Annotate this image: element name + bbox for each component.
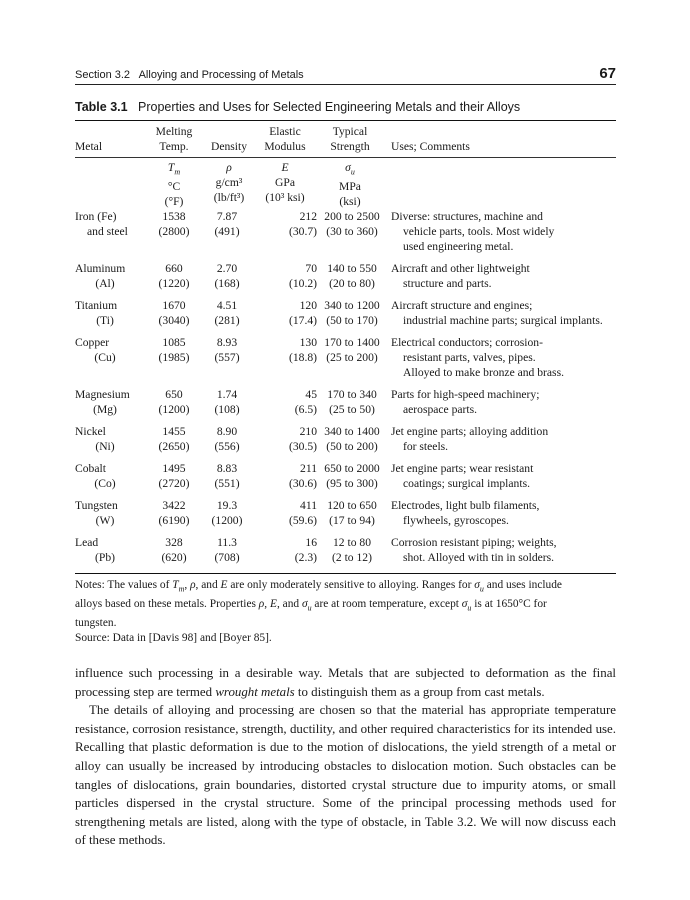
cell-density-line: 11.3: [217, 536, 237, 549]
cell-strength-line: (17 to 94): [329, 514, 375, 527]
notes-line-3: tungsten.: [75, 616, 117, 629]
cell-melting-temp-line: 1455: [162, 425, 186, 438]
metal-symbol: (Ti): [96, 314, 114, 327]
cell-elastic-modulus-line: 130: [299, 336, 317, 349]
unit-gpa: GPa: [275, 176, 295, 189]
paragraph-1: influence such processing in a desirable way. Metals that are subjected to deformation as the final processing step are termed wrought metals to distinguish them as a group from cast metals.: [75, 666, 616, 699]
cell-melting-temp-line: 1085: [162, 336, 186, 349]
cell-strength-line: (50 to 200): [326, 440, 378, 453]
unit-mpa: MPa: [339, 180, 361, 194]
cell-elastic-modulus: [265, 298, 317, 328]
cell-density-line: (491): [214, 225, 240, 238]
cell-elastic-modulus-line: 45: [305, 388, 317, 401]
cell-elastic-modulus-line: 212: [299, 210, 317, 223]
running-head: [75, 66, 616, 84]
cell-metal: [75, 387, 147, 417]
cell-uses: [391, 535, 626, 565]
metal-name: Aluminum: [75, 262, 126, 275]
table-notes: [75, 578, 616, 647]
cell-strength-line: 140 to 550: [327, 262, 377, 275]
cell-density-line: (551): [214, 477, 240, 490]
cell-uses-line: industrial machine parts; surgical implants.: [403, 314, 603, 327]
notes-source: Source: Data in [Davis 98] and [Boyer 85].: [75, 632, 272, 645]
cell-uses-line: structure and parts.: [403, 277, 492, 290]
units-strength: [315, 160, 385, 209]
table-bottom-rule: [75, 573, 616, 574]
cell-density-line: (168): [214, 277, 240, 290]
cell-uses-line: for steels.: [403, 440, 449, 453]
cell-metal: [75, 461, 147, 491]
cell-strength-line: 170 to 1400: [324, 336, 380, 349]
metal-name: Copper: [75, 336, 110, 349]
cell-density: [199, 498, 255, 528]
cell-density-line: 8.90: [216, 425, 238, 438]
cell-melting-temp-line: (2800): [158, 225, 190, 238]
metal-symbol: (Mg): [93, 403, 117, 416]
cell-strength-line: 340 to 1400: [324, 425, 380, 438]
cell-elastic-modulus-line: (30.7): [288, 225, 317, 238]
cell-strength-line: (30 to 360): [326, 225, 378, 238]
metal-symbol: (W): [95, 514, 115, 527]
cell-elastic-modulus-line: (10.2): [288, 277, 317, 290]
cell-uses-line: Alloyed to make bronze and brass.: [403, 366, 564, 379]
cell-density-line: (108): [214, 403, 240, 416]
cell-uses-line: Aircraft structure and engines;: [391, 299, 533, 312]
header-strength: [315, 124, 385, 154]
cell-uses-line: Electrodes, light bulb filaments,: [391, 499, 540, 512]
cell-strength: [315, 261, 389, 291]
cell-density-line: (1200): [211, 514, 243, 527]
cell-strength-line: (25 to 50): [329, 403, 375, 416]
cell-strength-line: 200 to 2500: [324, 210, 380, 223]
table-top-rule: [75, 120, 616, 121]
cell-uses-line: Diverse: structures, machine and: [391, 210, 543, 223]
metal-name: Tungsten: [75, 499, 118, 512]
metal-name: Iron (Fe): [75, 210, 117, 223]
cell-melting-temp-line: (3040): [158, 314, 190, 327]
cell-strength: [315, 424, 389, 454]
cell-uses: [391, 424, 626, 454]
cell-elastic-modulus: [265, 387, 317, 417]
cell-elastic-modulus: [265, 461, 317, 491]
cell-strength: [315, 387, 389, 417]
cell-density-line: (281): [214, 314, 240, 327]
cell-elastic-modulus-line: (18.8): [288, 351, 317, 364]
cell-elastic-modulus: [265, 535, 317, 565]
metal-name: Cobalt: [75, 462, 106, 475]
body-text: [75, 664, 616, 850]
cell-melting-temp-line: (1220): [158, 277, 190, 290]
header-metal: Metal: [75, 140, 103, 153]
cell-density-line: 8.83: [216, 462, 238, 475]
cell-density-line: 7.87: [216, 210, 238, 223]
cell-elastic-modulus: [265, 424, 317, 454]
cell-strength-line: 12 to 80: [332, 536, 371, 549]
cell-strength: [315, 461, 389, 491]
cell-uses-line: Aircraft and other lightweight: [391, 262, 530, 275]
unit-lbft3: (lb/ft³): [213, 191, 245, 204]
cell-uses: [391, 209, 626, 254]
cell-melting-temp-line: 660: [165, 262, 183, 275]
cell-elastic-modulus-line: (2.3): [294, 551, 317, 564]
header-strength-line2: Strength: [330, 140, 370, 153]
notes-line-1: Notes: The values of $T_m$, ρ, and E are only moderately sensitive to alloying. Ranges for $\sigma_u$ and uses include: [75, 579, 562, 594]
unit-gcm3: g/cm³: [215, 176, 243, 189]
cell-strength: [315, 298, 389, 328]
section-title: Section 3.2 Alloying and Processing of Metals: [75, 69, 304, 81]
symbol-e: E: [281, 161, 289, 174]
cell-density: [199, 298, 255, 328]
cell-elastic-modulus: [265, 209, 317, 239]
cell-elastic-modulus-line: (30.5): [288, 440, 317, 453]
header-strength-line1: Typical: [332, 125, 368, 138]
cell-density-line: 8.93: [216, 336, 238, 349]
cell-strength: [315, 209, 389, 239]
metal-name: Titanium: [75, 299, 118, 312]
unit-celsius: °C: [167, 180, 181, 194]
cell-strength-line: (2 to 12): [332, 551, 372, 564]
header-uses: Uses; Comments: [391, 140, 470, 153]
cell-metal: [75, 335, 147, 365]
cell-uses-line: Electrical conductors; corrosion-: [391, 336, 543, 349]
header-rule-below: [75, 157, 616, 158]
header-rule: [75, 84, 616, 85]
notes-line-2: alloys based on these metals. Properties ρ, E, and $\sigma_u$ are at room temperature, except $\sigma_u$ is at 1650°C for: [75, 597, 547, 613]
symbol-sigma-u: $\sigma_u$: [345, 161, 355, 177]
table-label: Table 3.1: [75, 100, 128, 114]
cell-uses-line: resistant parts, valves, pipes.: [403, 351, 536, 364]
cell-uses: [391, 461, 626, 491]
cell-uses-line: Jet engine parts; alloying addition: [391, 425, 549, 438]
unit-fahrenheit: (°F): [164, 195, 184, 209]
cell-strength: [315, 335, 389, 365]
cell-elastic-modulus-line: 411: [300, 499, 317, 512]
cell-metal: [75, 261, 147, 291]
cell-melting-temp-line: 1670: [162, 299, 186, 312]
cell-uses: [391, 498, 626, 528]
cell-metal: [75, 424, 147, 454]
cell-density: [199, 209, 255, 239]
header-emod-line1: Elastic: [269, 125, 301, 138]
cell-strength-line: (50 to 170): [326, 314, 378, 327]
cell-uses-line: flywheels, gyroscopes.: [403, 514, 509, 527]
cell-density: [199, 335, 255, 365]
cell-uses-line: coatings; surgical implants.: [403, 477, 530, 490]
cell-metal: [75, 498, 147, 528]
cell-density: [199, 387, 255, 417]
cell-density-line: (708): [214, 551, 240, 564]
cell-strength-line: 170 to 340: [327, 388, 377, 401]
cell-density-line: (557): [214, 351, 240, 364]
metal-symbol: (Ni): [95, 440, 115, 453]
cell-uses-line: aerospace parts.: [403, 403, 478, 416]
unit-ksi-thousand: (10³ ksi): [265, 191, 305, 204]
cell-density-line: 2.70: [216, 262, 238, 275]
cell-elastic-modulus-line: (17.4): [288, 314, 317, 327]
cell-strength-line: 340 to 1200: [324, 299, 380, 312]
metal-symbol: (Pb): [95, 551, 115, 564]
paragraph-2: The details of alloying and processing are chosen so that the material has appropriate temperature resistance, corrosion resistance, strength, ductility, and other required characteristics for its intended use. Recalling that plastic deformation is due to the motion of dislocations, the yield strength of a metal or alloy can usually be increased by introducing obstacles to dislocation motion. Such obstacles can be tangles of dislocations, grain boundaries, distorted crystal structure due to impurity atoms, or small particles dispersed in the crystal structure. Some of the principal processing methods used for strengthening metals are listed, along with the type of obstacle, in Table 3.2. We will now discuss each of these methods.: [75, 703, 616, 848]
cell-elastic-modulus-line: 120: [299, 299, 317, 312]
cell-elastic-modulus-line: (30.6): [288, 477, 317, 490]
cell-elastic-modulus: [265, 498, 317, 528]
cell-uses: [391, 298, 626, 328]
cell-strength-line: 650 to 2000: [324, 462, 380, 475]
cell-uses-line: Jet engine parts; wear resistant: [391, 462, 534, 475]
metal-symbol: and steel: [87, 225, 128, 238]
cell-metal: [75, 535, 147, 565]
metal-symbol: (Al): [95, 277, 115, 290]
cell-melting-temp-line: 1495: [162, 462, 186, 475]
cell-metal: [75, 209, 147, 239]
table-column-headers: [75, 124, 616, 156]
metal-symbol: (Co): [94, 477, 116, 490]
cell-metal: [75, 298, 147, 328]
cell-strength-line: 120 to 650: [327, 499, 377, 512]
units-emod: [249, 160, 321, 205]
header-emod-line2: Modulus: [264, 140, 306, 153]
cell-melting-temp-line: 1538: [162, 210, 186, 223]
cell-melting-temp-line: (2650): [158, 440, 190, 453]
cell-uses: [391, 387, 626, 417]
metal-symbol: (Cu): [94, 351, 116, 364]
metal-name: Nickel: [75, 425, 106, 438]
term-wrought-metals: wrought metals: [215, 684, 295, 699]
header-density: Density: [210, 140, 248, 153]
cell-elastic-modulus-line: 70: [305, 262, 317, 275]
cell-elastic-modulus-line: 211: [300, 462, 317, 475]
cell-melting-temp-line: 650: [165, 388, 183, 401]
header-melting-line1: Melting: [155, 125, 193, 138]
table-caption: [75, 100, 616, 114]
cell-uses-line: used engineering metal.: [403, 240, 514, 253]
page-number: 67: [599, 65, 616, 82]
cell-uses-line: shot. Alloyed with tin in solders.: [403, 551, 555, 564]
table-units-row: [75, 160, 616, 209]
cell-strength-line: (25 to 200): [326, 351, 378, 364]
cell-uses-line: Parts for high-speed machinery;: [391, 388, 540, 401]
cell-uses: [391, 335, 626, 380]
symbol-rho: ρ: [226, 161, 232, 174]
cell-strength: [315, 498, 389, 528]
cell-uses: [391, 261, 626, 291]
cell-density: [199, 424, 255, 454]
cell-density-line: (556): [214, 440, 240, 453]
cell-density: [199, 261, 255, 291]
cell-melting-temp-line: (620): [161, 551, 187, 564]
symbol-tm: $T_m$: [167, 161, 181, 177]
unit-ksi: (ksi): [339, 195, 361, 209]
cell-melting-temp-line: (1200): [158, 403, 190, 416]
header-melting-line2: Temp.: [159, 140, 189, 153]
cell-elastic-modulus-line: (6.5): [294, 403, 317, 416]
cell-melting-temp-line: 3422: [162, 499, 186, 512]
cell-density: [199, 461, 255, 491]
metal-name: Lead: [75, 536, 99, 549]
cell-melting-temp-line: (6190): [158, 514, 190, 527]
header-elastic-modulus: [249, 124, 321, 154]
cell-uses-line: Corrosion resistant piping; weights,: [391, 536, 557, 549]
cell-elastic-modulus-line: 210: [299, 425, 317, 438]
metal-name: Magnesium: [75, 388, 130, 401]
cell-uses-line: vehicle parts, tools. Most widely: [403, 225, 555, 238]
cell-strength-line: (95 to 300): [326, 477, 378, 490]
cell-melting-temp-line: (1985): [158, 351, 190, 364]
cell-density-line: 1.74: [216, 388, 238, 401]
cell-melting-temp-line: (2720): [158, 477, 190, 490]
cell-elastic-modulus: [265, 261, 317, 291]
cell-elastic-modulus: [265, 335, 317, 365]
cell-density-line: 19.3: [216, 499, 238, 512]
cell-strength-line: (20 to 80): [329, 277, 375, 290]
cell-elastic-modulus-line: (59.6): [288, 514, 317, 527]
cell-density: [199, 535, 255, 565]
cell-melting-temp-line: 328: [165, 536, 183, 549]
table-title: Properties and Uses for Selected Engineering Metals and their Alloys: [138, 100, 521, 114]
cell-elastic-modulus-line: 16: [305, 536, 317, 549]
cell-density-line: 4.51: [216, 299, 238, 312]
cell-strength: [315, 535, 389, 565]
